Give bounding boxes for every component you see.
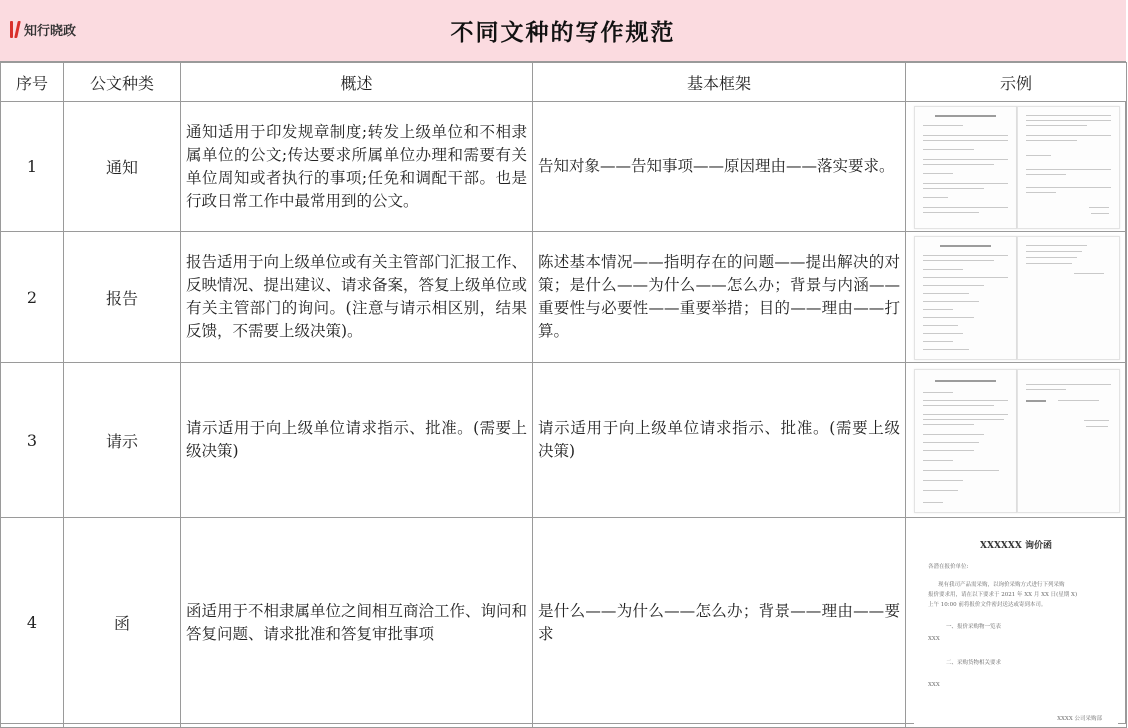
example-placeholder: XXX xyxy=(928,636,940,642)
example-page-letter xyxy=(914,524,1118,725)
row-kind: 通知 xyxy=(64,102,181,232)
column-header-kind: 公文种类 xyxy=(64,63,181,102)
example-section-heading: 二、采购货物相关要求 xyxy=(946,660,1002,666)
example-thumbnail xyxy=(914,520,1118,725)
example-doc-title: XXXXXX 询价函 xyxy=(979,541,1053,551)
example-body-line: 上午 10:00 前将报价文件密封送达或寄到本司。 xyxy=(928,602,1047,608)
table-row xyxy=(1,102,1127,232)
row-number: 2 xyxy=(1,232,64,363)
row-example xyxy=(906,102,1127,232)
example-page-1 xyxy=(914,236,1017,360)
example-page-2 xyxy=(1017,369,1120,513)
table-header-row xyxy=(1,63,1127,102)
logo-text: 知行晓政 xyxy=(24,23,77,39)
example-page-2 xyxy=(1017,236,1120,360)
example-body-line: 报价要求用，请在以下要求于 2021 年 XX 月 XX 日(星期 X) xyxy=(928,592,1078,598)
example-salutation: 各潜在报价单位: xyxy=(928,564,969,570)
example-page-2 xyxy=(1017,106,1120,229)
title-bar xyxy=(0,0,1126,62)
row-framework: 请示适用于向上级单位请求指示、批准。(需要上级决策) xyxy=(533,363,906,518)
row-kind: 函 xyxy=(64,518,181,728)
row-framework: 陈述基本情况——指明存在的问题——提出解决的对策；是什么——为什么——怎么办；背景与内涵——重要性与必要性——重要举措；目的——理由——打算。 xyxy=(533,232,906,363)
example-placeholder: XXX xyxy=(928,682,940,688)
example-signature: XXXX 公司采购部 xyxy=(1057,716,1102,722)
row-framework: 是什么——为什么——怎么办；背景——理由——要求 xyxy=(533,518,906,728)
writing-norms-table xyxy=(0,62,1127,728)
row-number: 3 xyxy=(1,363,64,518)
example-body-line: 现有我司产品需采购，以询价采购方式进行下列采购 xyxy=(938,582,1065,588)
row-example xyxy=(906,232,1127,363)
row-overview: 通知适用于印发规章制度;转发上级单位和不相隶属单位的公文;传达要求所属单位办理和需要有关单位周知或者执行的事项;任免和调配干部。也是行政日常工作中最常用到的公文。 xyxy=(181,102,533,232)
example-section-heading: 一、报价采购物一览表 xyxy=(946,624,1002,630)
table-row xyxy=(1,363,1127,518)
page-title: 不同文种的写作规范 xyxy=(450,19,676,46)
row-overview: 函适用于不相隶属单位之间相互商洽工作、询问和答复问题、请求批准和答复审批事项 xyxy=(181,518,533,728)
table-row xyxy=(1,518,1127,728)
column-header-overview: 概述 xyxy=(181,63,533,102)
row-overview: 请示适用于向上级单位请求指示、批准。(需要上级决策) xyxy=(181,363,533,518)
example-page-1 xyxy=(914,106,1017,229)
example-page-1 xyxy=(914,369,1017,513)
column-header-number: 序号 xyxy=(1,63,64,102)
column-header-example: 示例 xyxy=(906,63,1127,102)
row-example xyxy=(906,363,1127,518)
table-row xyxy=(1,232,1127,363)
example-thumbnail xyxy=(914,234,1118,360)
row-number: 1 xyxy=(1,102,64,232)
example-thumbnail xyxy=(914,365,1118,515)
row-overview: 报告适用于向上级单位或有关主管部门汇报工作、反映情况、提出建议、请求备案，答复上级单位或有关主管部门的询问。(注意与请示相区别，结果反馈，不需要上级决策)。 xyxy=(181,232,533,363)
row-kind: 请示 xyxy=(64,363,181,518)
row-example xyxy=(906,518,1127,728)
row-kind: 报告 xyxy=(64,232,181,363)
column-header-framework: 基本框架 xyxy=(533,63,906,102)
example-thumbnail xyxy=(914,104,1118,229)
row-number: 4 xyxy=(1,518,64,728)
row-framework: 告知对象——告知事项——原因理由——落实要求。 xyxy=(533,102,906,232)
